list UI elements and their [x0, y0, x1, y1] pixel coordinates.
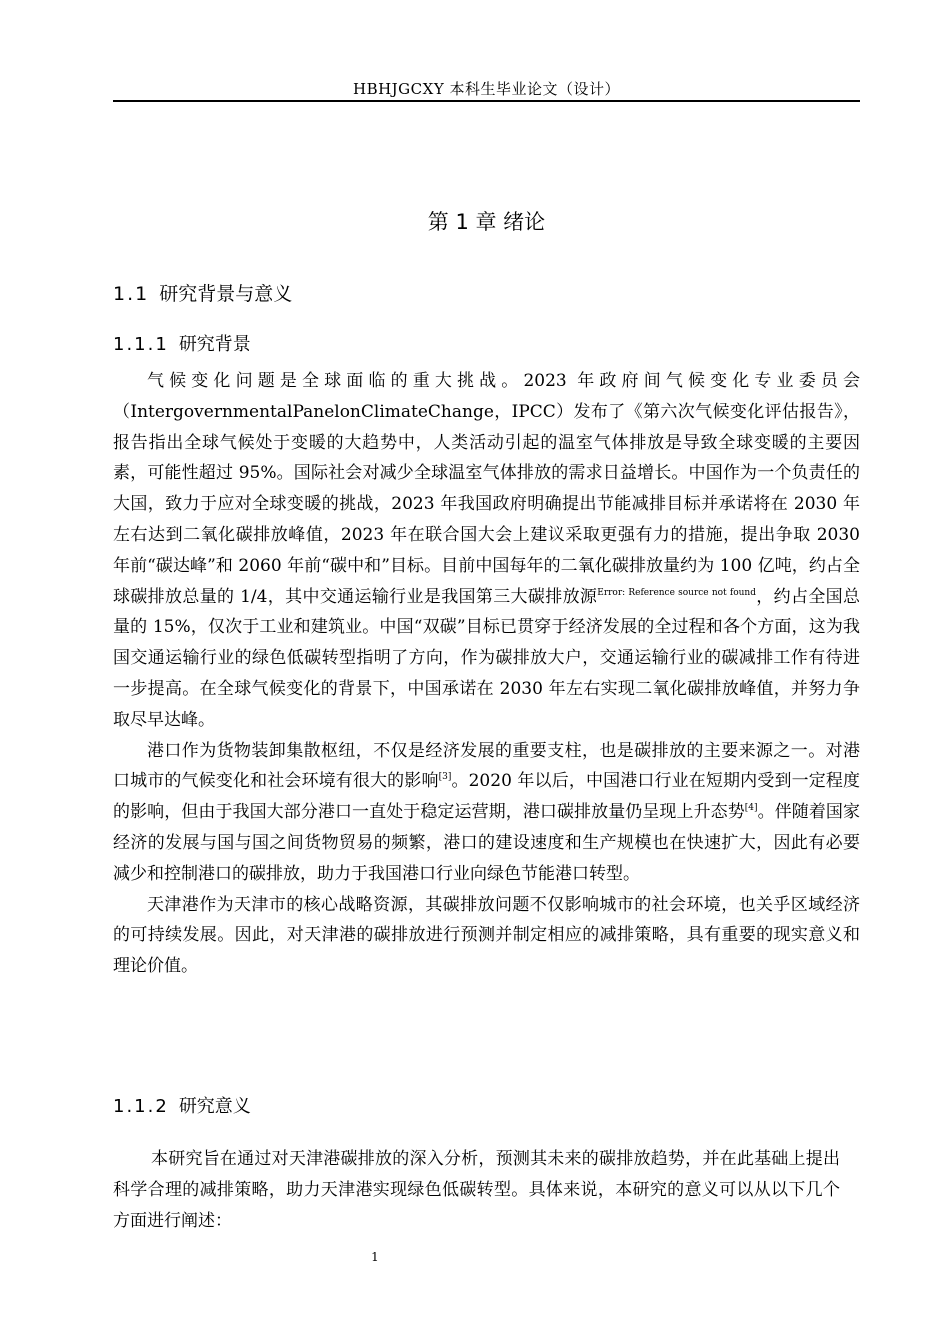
- header-rule: [113, 100, 860, 102]
- paragraph-text: 港口作为货物装卸集散枢纽，不仅是经济发展的重要支柱，也是碳排放的主要来源之一。对港口城市的气候变化和社会环境有很大的影响: [113, 740, 860, 792]
- background-body: [113, 366, 860, 982]
- paragraph: [113, 736, 860, 890]
- paragraph: 天津港作为天津市的核心战略资源，其碳排放问题不仅影响城市的社会环境，也关乎区域经济的可持续发展。因此，对天津港的碳排放进行预测并制定相应的减排策略，具有重要的现实意义和理论价值。: [113, 894, 860, 977]
- paragraph-text: ，约占全国总量的 15%，仅次于工业和建筑业。中国“双碳”目标已贯穿于经济发展的全过程和各个方面，这为我国交通运输行业的绿色低碳转型指明了方向，作为碳排放大户，交通运输行业的碳减排工作有待进一步提高。在全球气候变化的背景下，中国承诺在 2030 年左右实现二氧化碳排放峰值，并努力争取尽早达峰。: [113, 586, 861, 730]
- paragraph-text: 。伴随着国家经济的发展与国与国之间货物贸易的频繁，港口的建设速度和生产规模也在快速扩大，因此有必要减少和控制港口的碳排放，助力于我国港口行业向绿色节能港口转型。: [113, 802, 861, 884]
- citation-marker: [3]: [438, 772, 452, 783]
- subsection-number: 1.1.2: [113, 1096, 169, 1117]
- paragraph-text: 气候变化问题是全球面临的重大挑战。2023 年政府间气候变化专业委员会（IntergovernmentalPanelonClimateChange，IPCC）发布了《第六次气候变化评估报告》，报告指出全球气候处于变暖的大趋势中，人类活动引起的温室气体排放是导致全球变暖的主要因素，可能性超过 95%。国际社会对减少全球温室气体排放的需求日益增长。中国作为一个负责任的大国，致力于应对全球变暖的挑战，2023 年我国政府明确提出节能减排目标并承诺将在 2030 年左右达到二氧化碳排放峰值，2023 年在联合国大会上建议采取更强有力的措施，提出争取 2030 年前“碳达峰”和 2060 年前“碳中和”目标。目前中国每年的二氧化碳排放量约为 100 亿吨，约占全球碳排放总量的 1/4，其中交通运输行业是我国第三大碳排放源: [113, 371, 860, 607]
- subsection-number: 1.1.1: [113, 334, 169, 355]
- subsection-heading-background: [113, 330, 251, 356]
- running-header: HBHJGCXY 本科生毕业论文（设计）: [352, 80, 620, 98]
- chapter-title: 第 1 章 绪论: [427, 210, 546, 234]
- subsection-title: 研究背景: [178, 334, 251, 355]
- reference-error-marker: Error: Reference source not found: [597, 587, 756, 598]
- paragraph: 本研究旨在通过对天津港碳排放的深入分析，预测其未来的碳排放趋势，并在此基础上提出科学合理的减排策略，助力天津港实现绿色低碳转型。具体来说，本研究的意义可以从以下几个方面进行阐述：: [113, 1149, 840, 1231]
- page-number: 1: [371, 1250, 379, 1264]
- paragraph-text: 。2020 年以后，中国港口行业在短期内受到一定程度的影响，但由于我国大部分港口一直处于稳定运营期，港口碳排放量仍呈现上升态势: [113, 771, 861, 823]
- citation-marker: [4]: [744, 803, 758, 814]
- section-heading: [113, 279, 292, 306]
- section-number: 1.1: [113, 283, 150, 305]
- section-title: 研究背景与意义: [159, 283, 293, 305]
- paragraph: [113, 366, 860, 736]
- subsection-title: 研究意义: [178, 1096, 251, 1117]
- subsection-heading-significance: [113, 1092, 251, 1118]
- significance-body: [113, 1144, 840, 1236]
